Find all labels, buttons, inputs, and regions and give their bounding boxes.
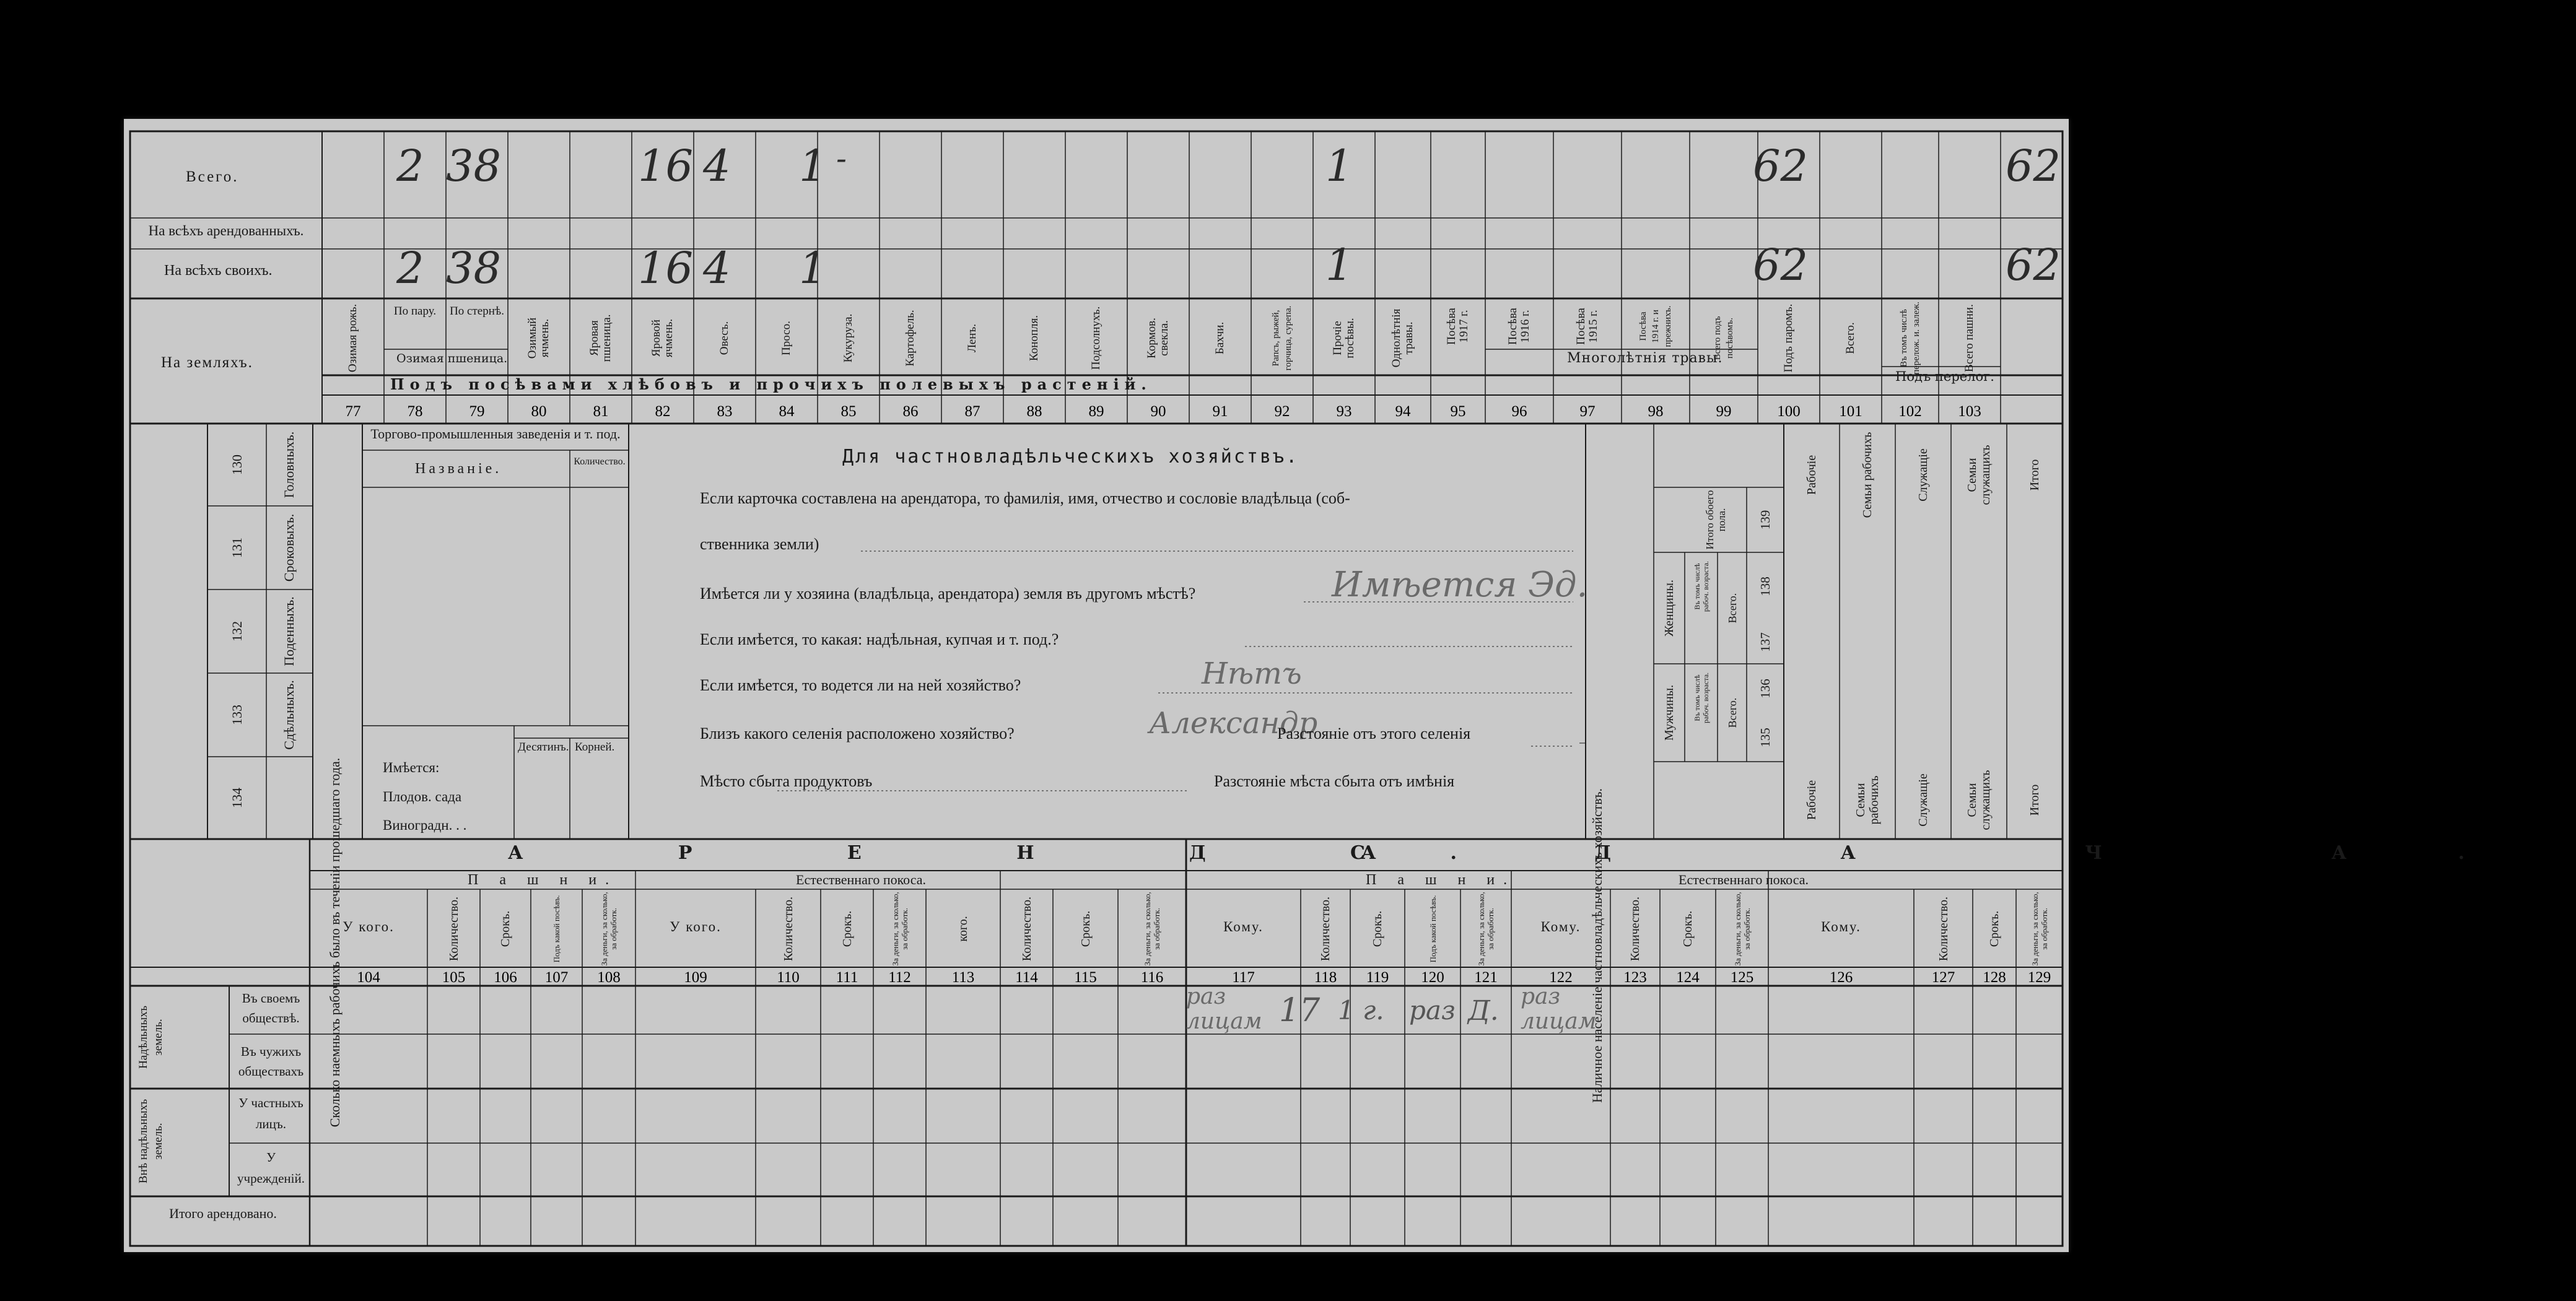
bottom-col-header: Срокъ. (1681, 910, 1695, 947)
top-col-header: Всего. (1844, 322, 1857, 354)
top-col-header: Посѣва 1914 г. и прежнихъ. (1638, 305, 1673, 347)
livestock-col-number: 133 (229, 705, 245, 725)
bottom-col-number: 128 (1983, 969, 2006, 986)
bottom-col-header: Срокъ. (499, 910, 512, 947)
arenda-banner: А Р Е Н Д А. (508, 842, 1531, 864)
bottom-col-header: Количество. (1628, 896, 1642, 962)
top-col-number: 103 (1958, 403, 1981, 420)
top-col-header: Всего подъ посѣвомъ. (1713, 316, 1735, 360)
row-other-societies: Въ чужихъ обществахъ (238, 1044, 304, 1079)
q-land-kind: Если имѣется, то какая: надѣльная, купчая и т. под.? (700, 630, 1059, 648)
crops-banner: Подъ посѣвами хлѣбовъ и прочихъ полевыхъ растеній. (390, 375, 1152, 393)
bottom-col-number: 109 (684, 969, 707, 986)
row-total-rented: Итого арендовано. (169, 1206, 277, 1221)
top-col-number: 99 (1716, 403, 1732, 420)
bottom-col-number: 125 (1730, 969, 1754, 986)
bottom-col-header: Срокъ. (1078, 910, 1093, 947)
top-col-header: Конопля. (1028, 315, 1041, 362)
top-col-number: 94 (1395, 403, 1411, 420)
top-col-number: 96 (1511, 403, 1527, 420)
q-other-land: Имѣется ли у хозяина (владѣльца, арендатора) земля въ другомъ мѣстѣ? (700, 585, 1196, 603)
workers-col-header: Итого (2028, 459, 2041, 491)
has-label: Имѣется: (383, 760, 440, 775)
top-col-number: 84 (779, 403, 795, 420)
top-col-header: Кормов. свекла. (1145, 318, 1171, 359)
top-col-header: Просо. (780, 321, 793, 355)
top-col-header: Ленъ. (966, 324, 979, 352)
workers-col-header: Семьи рабочихъ (1854, 775, 1881, 825)
vne-nadel-caption: Внѣ надѣльныхъ земель. (137, 1099, 165, 1184)
top-col-header: Бахчи. (1213, 321, 1226, 355)
bottom-col-header: Кому. (1821, 919, 1861, 934)
population-cell-label: 138 (1757, 577, 1773, 596)
top-col-number: 90 (1150, 403, 1166, 420)
top-col-number: 79 (469, 403, 485, 420)
bottom-col-number: 108 (597, 969, 621, 986)
hw-total-99: 62 (1753, 141, 1809, 191)
q-owner-line2: ственника земли) (700, 535, 819, 553)
population-cell-label: Женщины. (1662, 580, 1676, 637)
hired-workers-caption: Сколько наемныхъ рабочихъ было въ теченіи прошедшаго года. (327, 757, 343, 1128)
bottom-col-header: Количество. (781, 896, 795, 962)
hw-other-land-answer: Имѣется Эд. (1332, 565, 1588, 605)
bottom-col-header: За деньги, за сколько, за обработк. (890, 892, 909, 966)
bottom-col-header: У кого. (670, 919, 722, 934)
top-col-number: 102 (1898, 403, 1922, 420)
top-col-number: 78 (407, 403, 423, 420)
hw-farming-answer: Нѣтъ (1202, 656, 1302, 691)
top-col-header: Прочіе посѣвы. (1331, 318, 1356, 359)
sdacha-pashni: П а ш н и. (1366, 872, 1516, 888)
nadel-caption: Надѣльныхъ земель. (137, 1006, 165, 1069)
top-col-number: 77 (345, 403, 361, 420)
top-col-number: 101 (1839, 403, 1862, 420)
livestock-col-header: Сдѣльныхъ. (281, 680, 297, 750)
population-cell-label: 135 (1757, 728, 1773, 747)
row-institutions: У учрежденій. (237, 1150, 305, 1186)
hw-total-92: 1 (1325, 141, 1353, 191)
top-col-number: 88 (1026, 403, 1042, 420)
top-col-number: 95 (1450, 403, 1466, 420)
bottom-col-header: За деньги, за сколько, за обработк. (1477, 892, 1495, 966)
sdacha-pokos: Естественнаго покоса. (1679, 872, 1809, 887)
top-col-number: 97 (1579, 403, 1596, 420)
top-col-header: Озимый ячмень. (526, 317, 551, 359)
workers-col-header: Семьи служащихъ (1965, 770, 1993, 830)
q-village-distance: Разстояніе отъ этого селенія (1277, 724, 1471, 742)
q-owner-line1: Если карточка составлена на арендатора, то фамилія, имя, отчество и сословіе владѣльца (соб- (700, 489, 1350, 507)
population-cell-label: Всего. (1726, 697, 1739, 728)
bottom-col-number: 114 (1015, 969, 1038, 986)
bottom-col-number: 115 (1074, 969, 1097, 986)
arenda-pokos: Естественнаго покоса. (796, 872, 927, 887)
bottom-col-header: Срокъ. (1988, 910, 2001, 947)
top-col-header: Посѣва 1917 г. (1445, 308, 1470, 345)
workers-col-header: Служащіе (1916, 448, 1930, 502)
bottom-col-number: 113 (951, 969, 975, 986)
bottom-col-header: Количество. (447, 896, 461, 962)
hw-total-78: 2 (396, 141, 424, 191)
hw-own-84: 1 (799, 243, 827, 294)
dessiatin-header: Десятинъ. (518, 741, 569, 754)
hw-own-92: 1 (1325, 240, 1353, 290)
perennial-grass-label: Многолѣтнія травы. (1567, 350, 1723, 366)
q-near-village: Близъ какого селенія расположено хозяйство? (700, 724, 1015, 742)
bottom-col-number: 124 (1676, 969, 1700, 986)
top-col-header: Подъ паромъ. (1782, 303, 1795, 373)
trade-count-header: Количество. (574, 456, 626, 467)
top-col-number: 92 (1274, 403, 1290, 420)
population-cell-label: 137 (1757, 632, 1773, 652)
hw-121: Д. (1468, 995, 1499, 1027)
vineyard-label: Виноградн. . . (383, 817, 467, 833)
bottom-col-header: Подъ какой посѣвъ. (552, 895, 561, 963)
top-col-header: Яровой ячмень. (650, 318, 675, 358)
bottom-col-number: 107 (544, 969, 569, 986)
bottom-col-header: Кому. (1223, 919, 1264, 934)
bottom-col-header: Количество. (1019, 896, 1034, 962)
q-farming-there: Если имѣется, то водется ли на ней хозяйство? (700, 676, 1021, 694)
top-col-header: Подсолнухъ. (1089, 306, 1102, 370)
top-col-header: Всего пашни. (1963, 304, 1976, 372)
top-col-number: 86 (902, 403, 919, 420)
top-col-header: Яровая пшеница. (588, 314, 613, 362)
hw-own-82: 16 (638, 243, 694, 294)
top-col-header: Въ томъ числѣ перелож. и. залеж. (1899, 302, 1921, 375)
top-col-header: Кукуруза. (842, 313, 855, 363)
trade-name-header: Названіе. (415, 461, 502, 477)
row-label-total: Всего. (186, 168, 239, 185)
fallow-label: Подъ перелог. (1895, 369, 1994, 384)
top-col-header: Однолѣтнія травы. (1390, 308, 1415, 368)
livestock-col-number: 130 (229, 455, 245, 475)
bottom-col-header: За деньги, за сколько, за обработк. (2030, 892, 2049, 966)
bottom-col-number: 123 (1623, 969, 1647, 986)
top-col-header: Посѣва 1915 г. (1574, 308, 1600, 345)
bottom-col-number: 106 (494, 969, 517, 986)
bottom-col-number: 118 (1314, 969, 1337, 986)
workers-col-header: Рабочіе (1805, 455, 1818, 495)
bottom-col-number: 129 (2027, 969, 2051, 986)
top-col-number: 80 (531, 403, 547, 420)
bottom-col-number: 120 (1421, 969, 1444, 986)
korney-header: Корней. (575, 741, 615, 754)
top-col-number: 93 (1336, 403, 1352, 420)
row-label-rented: На всѣхъ арендованныхъ. (148, 223, 304, 238)
bottom-col-header: Кому. (1540, 919, 1581, 934)
top-col-number: 98 (1648, 403, 1664, 420)
top-col-number: 83 (717, 403, 733, 420)
population-cell-label: 139 (1757, 510, 1773, 530)
hw-total-83: 4 (703, 141, 731, 191)
livestock-col-header: Головныхъ. (281, 431, 297, 498)
bottom-col-number: 127 (1931, 969, 1955, 986)
hw-total-79: 38 (446, 141, 502, 191)
trade-title: Торгово-промышленныя заведенія и т. под. (370, 426, 621, 442)
bottom-col-header: Количество. (1319, 896, 1332, 962)
top-col-header: Картофель. (904, 310, 917, 367)
bottom-col-number: 110 (777, 969, 800, 986)
population-cell-label: Всего. (1726, 593, 1739, 624)
workers-col-header: Семьи служащихъ (1965, 445, 1993, 505)
row-private-persons: У частныхъ лицъ. (238, 1095, 303, 1131)
top-col-number: 91 (1212, 403, 1228, 420)
hw-total-85: - (836, 141, 847, 176)
hw-own-103: 62 (2006, 240, 2061, 290)
top-col-number: 82 (655, 403, 671, 420)
bottom-col-number: 119 (1366, 969, 1389, 986)
top-col-number: 85 (840, 403, 857, 420)
population-cell-label: Въ томъ числѣ рабоч. возраста. (1692, 672, 1710, 723)
q-market-distance: Разстояніе мѣста сбыта отъ имѣнія (1214, 772, 1455, 790)
livestock-col-header: Поденныхъ. (281, 596, 297, 666)
hw-own-99: 62 (1753, 240, 1809, 290)
bottom-col-number: 111 (836, 969, 858, 986)
row-label-own: На всѣхъ своихъ. (164, 263, 273, 279)
top-col-number: 100 (1777, 403, 1801, 420)
hw-own-79: 38 (446, 243, 502, 294)
bottom-col-header: Количество. (1936, 896, 1950, 962)
top-col-header: Овесъ. (718, 321, 731, 355)
bottom-col-number: 104 (357, 969, 380, 986)
population-cell-label: Мужчины. (1662, 684, 1676, 741)
bottom-col-number: 117 (1232, 969, 1255, 986)
q-market: Мѣсто сбыта продуктовъ (700, 772, 873, 790)
livestock-col-header: Сроковыхъ. (281, 513, 297, 582)
row-label-on-lands: На земляхъ. (161, 354, 253, 371)
hw-village-answer: Александр (1149, 706, 1318, 741)
livestock-col-number: 134 (229, 788, 245, 808)
livestock-col-number: 132 (229, 621, 245, 642)
bottom-col-header: За деньги, за сколько, за обработк. (1143, 892, 1161, 966)
hw-own-83: 4 (703, 243, 731, 294)
bottom-col-header: За деньги, за сколько, за обработк. (1732, 892, 1752, 966)
population-cell-label: 136 (1757, 679, 1773, 698)
row-own-society: Въ своемъ обществѣ. (242, 991, 300, 1025)
top-col-number: 81 (593, 403, 609, 420)
sdacha-banner: С Д А Ч А. (1350, 842, 2576, 864)
top-col-header: Озимая рожь. (346, 303, 359, 373)
livestock-col-number: 131 (229, 537, 245, 558)
top-col-number: 87 (964, 403, 980, 420)
top-col-header: Рапсъ, рыжей, горчица, сурепа. (1271, 305, 1293, 371)
orchard-label: Плодов. сада (383, 789, 462, 804)
bottom-col-header: Срокъ. (840, 910, 854, 947)
bottom-col-number: 116 (1140, 969, 1164, 986)
bottom-col-header: Подъ какой посѣвъ. (1428, 895, 1438, 963)
top-col-number: 89 (1088, 403, 1104, 420)
hw-120: раз (1409, 995, 1456, 1025)
census-card (124, 119, 2576, 1252)
population-cell-label: Итого обоего пола. (1704, 490, 1727, 550)
hw-119: 1 г. (1338, 995, 1384, 1025)
top-col-header: По пару. (393, 305, 437, 318)
bottom-col-number: 121 (1474, 969, 1498, 986)
bottom-col-header: У кого. (343, 919, 395, 934)
hw-total-84: 1 (799, 141, 827, 191)
hw-total-82: 16 (638, 141, 694, 191)
top-col-header: По стернѣ. (450, 305, 504, 318)
arenda-pashni: П а ш н и. (468, 872, 618, 888)
workers-col-header: Семьи рабочихъ (1861, 432, 1874, 518)
bottom-col-header: кого. (956, 916, 970, 942)
workers-col-header: Итого (2028, 784, 2041, 816)
bottom-col-number: 112 (888, 969, 911, 986)
hw-total-103: 62 (2006, 141, 2061, 191)
population-cell-label: Въ томъ числѣ рабоч. возраста. (1692, 561, 1710, 612)
workers-col-header: Служащіе (1916, 773, 1930, 827)
bottom-col-number: 126 (1829, 969, 1853, 986)
bottom-col-header: За деньги, за сколько, за обработк. (600, 892, 618, 966)
hw-122: раз лицам (1521, 984, 1597, 1034)
hw-117: раз лицам (1186, 984, 1262, 1034)
bottom-col-number: 122 (1549, 969, 1573, 986)
hw-118: 17 (1279, 992, 1321, 1029)
private-title: Для частновладѣльческихъ хозяйствъ. (842, 446, 1299, 468)
bottom-col-header: Срокъ. (1371, 910, 1384, 947)
hw-own-78: 2 (396, 243, 424, 294)
bottom-col-number: 105 (442, 969, 466, 986)
winter-wheat-label: Озимая пшеница. (396, 352, 508, 365)
population-caption: Наличное населеніе частновладѣльческихъ хозяйствъ. (1589, 788, 1605, 1103)
workers-col-header: Рабочіе (1805, 780, 1818, 820)
top-col-header: Посѣва 1916 г. (1506, 308, 1532, 345)
